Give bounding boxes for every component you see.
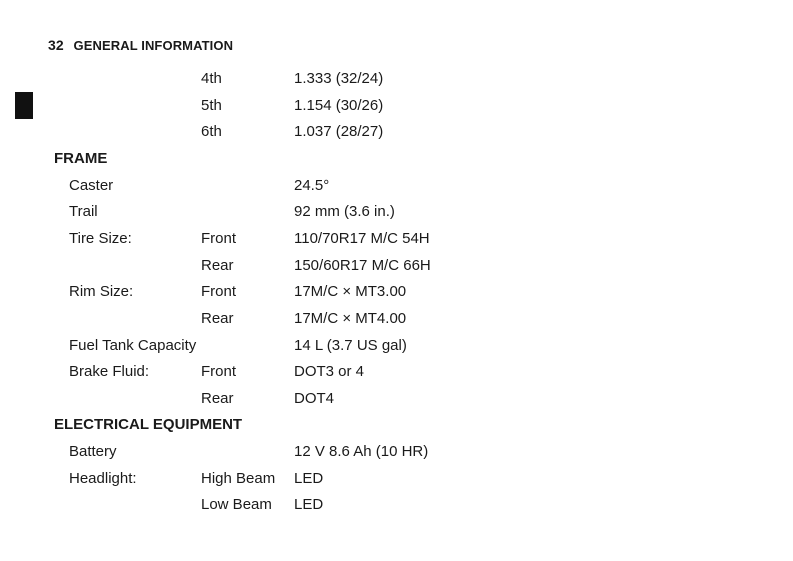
spec-sublabel: 4th <box>201 70 222 87</box>
spec-value: 24.5° <box>294 177 330 194</box>
spec-value: 1.333 (32/24) <box>294 70 384 87</box>
section-title: GENERAL INFORMATION <box>73 38 234 53</box>
spec-label: Headlight: <box>69 470 137 487</box>
spec-value: 92 mm (3.6 in.) <box>294 203 395 220</box>
spec-value: LED <box>294 470 324 487</box>
spec-label: Rim Size: <box>69 283 134 300</box>
spec-sublabel: Front <box>201 230 237 247</box>
spec-sublabel: Rear <box>201 310 234 327</box>
spec-sublabel: Rear <box>201 257 234 274</box>
spec-value: 1.154 (30/26) <box>294 97 384 114</box>
page-header <box>48 37 233 53</box>
spec-value: 14 L (3.7 US gal) <box>294 337 407 354</box>
spec-sublabel: Front <box>201 363 237 380</box>
spec-value: 110/70R17 M/C 54H <box>294 230 430 247</box>
spec-sublabel: 5th <box>201 97 222 114</box>
spec-sublabel: High Beam <box>201 470 276 487</box>
spec-sublabel: Low Beam <box>201 496 272 513</box>
spec-sublabel: 6th <box>201 123 222 140</box>
spec-sublabel: Rear <box>201 390 234 407</box>
spec-value: DOT3 or 4 <box>294 363 365 380</box>
spec-value: 12 V 8.6 Ah (10 HR) <box>294 443 429 460</box>
spec-value: 17M/C × MT3.00 <box>294 283 407 300</box>
spec-value: LED <box>294 496 324 513</box>
page-number: 32 <box>48 37 64 53</box>
spec-label: Brake Fluid: <box>69 363 150 380</box>
spec-label: Battery <box>69 443 117 460</box>
spec-value: 17M/C × MT4.00 <box>294 310 407 327</box>
spec-label: Caster <box>69 177 114 194</box>
spec-value: DOT4 <box>294 390 335 407</box>
spec-sublabel: Front <box>201 283 237 300</box>
spec-label: Tire Size: <box>69 230 132 247</box>
spec-label: Trail <box>69 203 98 220</box>
thumb-index-tab <box>15 92 33 119</box>
spec-label: Fuel Tank Capacity <box>69 337 197 354</box>
section-heading-frame: FRAME <box>54 150 108 167</box>
section-heading-electrical-equipment: ELECTRICAL EQUIPMENT <box>54 416 243 433</box>
spec-value: 150/60R17 M/C 66H <box>294 257 431 274</box>
spec-value: 1.037 (28/27) <box>294 123 384 140</box>
